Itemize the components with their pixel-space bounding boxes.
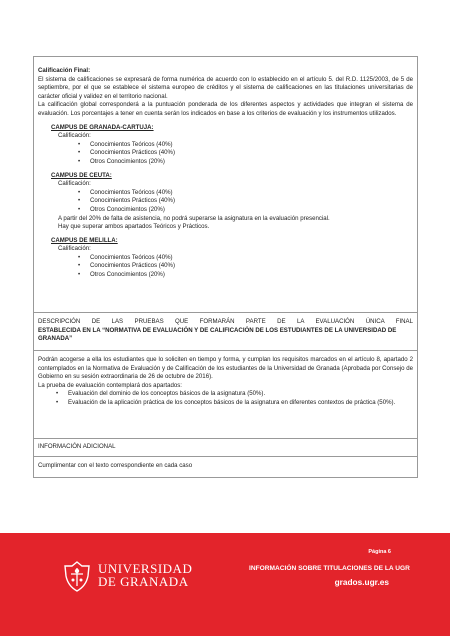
list-item: • Conocimientos Teóricos (40%) xyxy=(90,254,413,263)
list-item: • Otros Conocimientos (20%) xyxy=(90,271,413,280)
campus-ceuta-note: A partir del 20% de falta de asistencia, no podrá superarse la asignatura en la evaluación presencial. xyxy=(58,214,330,222)
campus-granada-list xyxy=(38,141,413,167)
degrees-info-title: INFORMACIÓN SOBRE TITULACIONES DE LA UGR xyxy=(249,565,410,572)
list-item: • Otros Conocimientos (20%) xyxy=(90,158,413,167)
campus-melilla-list xyxy=(38,254,413,280)
eligibility-paragraph: Podrán acogerse a ella los estudiantes que lo soliciten en tiempo y forma, y cumplan los requisitos marcados en el artículo 8, apartado 2 contemplados en la Normativa de Evaluación y de Calificación de los estudiantes de la Universidad de Granada (Aprobada por Consejo de Gobierno en su sesión extraordinaria de 26 de octubre de 2016). xyxy=(38,356,413,381)
list-item: • Conocimientos Prácticos (40%) xyxy=(90,197,413,206)
list-item: • Otros Conocimientos (20%) xyxy=(90,206,413,215)
campus-ceuta-subheading: Calificación: xyxy=(58,180,91,188)
single-final-exam-section xyxy=(34,351,417,439)
additional-info-content-cell xyxy=(34,457,417,477)
grading-system-paragraph: El sistema de calificaciones se expresará de forma numérica de acuerdo con lo establecido en el artículo 5. del R.D. 1125/2003, de 5 de septiembre, por el que se establece el sistema europeo de créditos y el sistema de calificaciones en las titulaciones universitarias de carácter oficial y validez en el territorio nacional. xyxy=(38,75,413,100)
additional-info-text: Cumplimentar con el texto correspondiente en cada caso xyxy=(38,462,193,469)
campus-granada-subheading: Calificación: xyxy=(58,132,91,140)
single-final-exam-heading-cell xyxy=(34,313,417,351)
degrees-website-link[interactable]: grados.ugr.es xyxy=(334,577,389,587)
list-item: • Conocimientos Prácticos (40%) xyxy=(90,149,413,158)
page-footer xyxy=(0,533,450,636)
university-name xyxy=(98,562,192,588)
exam-parts-intro: La prueba de evaluación contemplará dos apartados: xyxy=(38,381,182,389)
final-grade-heading: Calificación Final: xyxy=(38,67,91,74)
exam-parts-list xyxy=(38,390,413,407)
list-item: • Evaluación del dominio de los conceptos básicos de la asignatura (50%). xyxy=(68,390,413,399)
regulation-reference: ESTABLECIDA EN LA “NORMATIVA DE EVALUACIÓN Y DE CALIFICACIÓN DE LOS ESTUDIANTES DE LA UNIVERSIDAD DE GRANADA” xyxy=(38,326,397,343)
guide-table xyxy=(33,56,418,478)
list-item: • Conocimientos Prácticos (40%) xyxy=(90,262,413,271)
weighted-grade-paragraph: La calificación global corresponderá a la puntuación ponderada de los diferentes aspectos y actividades que integran el sistema de evaluación. Los porcentajes a tener en cuenta serán los indicados en base a los criterios de evaluación y los instrumentos utilizados. xyxy=(38,101,413,117)
single-final-exam-heading: DESCRIPCIÓN DE LAS PRUEBAS QUE FORMARÁN PARTE DE LA EVALUACIÓN ÚNICA FINAL xyxy=(38,318,413,325)
university-name-line2: DE GRANADA xyxy=(98,574,189,589)
campus-ceuta-note: Hay que superar ambos apartados Teóricos y Prácticos. xyxy=(58,223,210,231)
additional-info-heading: INFORMACIÓN ADICIONAL xyxy=(38,443,116,450)
list-item: • Conocimientos Teóricos (40%) xyxy=(90,141,413,150)
page-number: Página 6 xyxy=(368,549,391,555)
campus-granada-heading: CAMPUS DE GRANADA-CARTUJA: xyxy=(51,123,154,131)
campus-ceuta-list xyxy=(38,189,413,215)
campus-melilla-subheading: Calificación: xyxy=(58,245,91,253)
additional-info-heading-cell xyxy=(34,439,417,457)
university-crest-icon xyxy=(62,560,92,593)
list-item: • Conocimientos Teóricos (40%) xyxy=(90,189,413,198)
university-name-line1: UNIVERSIDAD xyxy=(98,561,193,576)
campus-ceuta-heading: CAMPUS DE CEUTA: xyxy=(51,171,112,179)
final-grade-section xyxy=(34,57,417,313)
list-item: • Evaluación de la aplicación práctica de los conceptos básicos de la asignatura en diferentes contextos de práctica (50%). xyxy=(68,399,413,408)
campus-melilla-heading: CAMPUS DE MELILLA: xyxy=(51,236,118,244)
